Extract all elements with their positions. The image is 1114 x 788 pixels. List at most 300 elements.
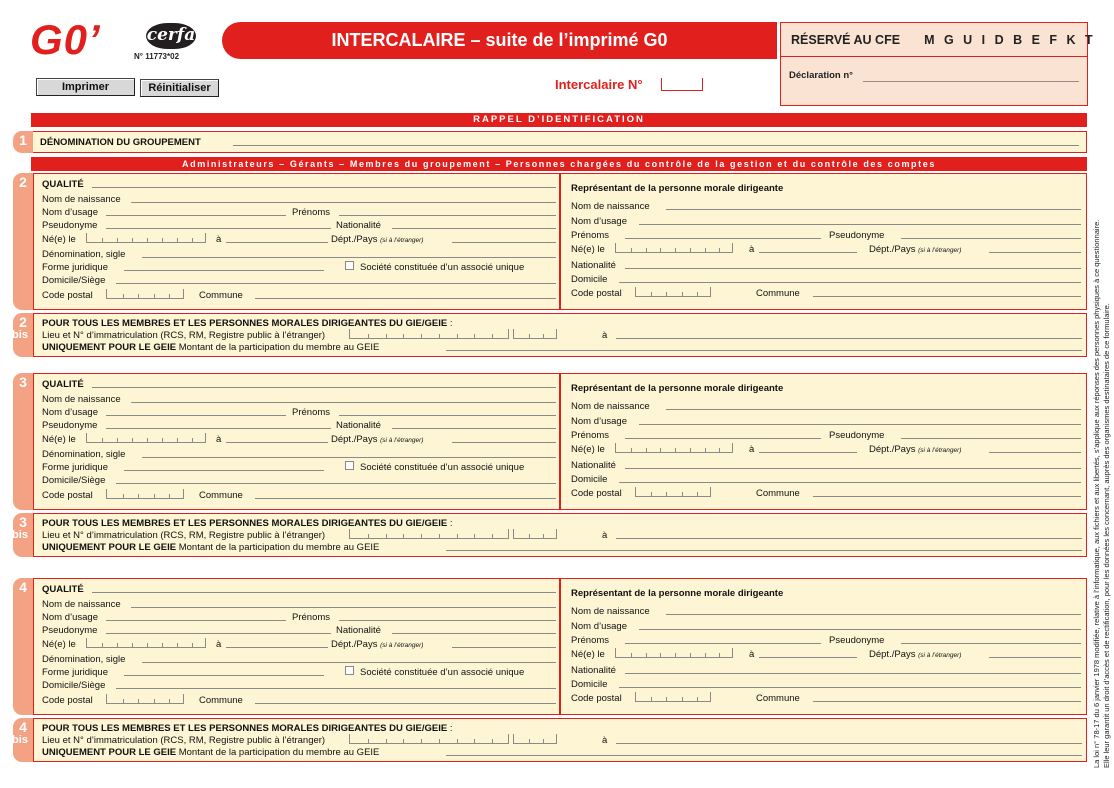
date-digit-boxes[interactable]	[635, 287, 711, 297]
digit-separator	[123, 494, 124, 498]
rep-nationality-field[interactable]	[625, 468, 1081, 469]
single-associate-checkbox[interactable]	[345, 461, 354, 470]
digit-separator	[651, 697, 652, 701]
rep-postal-code-label: Code postal	[571, 288, 622, 299]
digit-separator	[169, 699, 170, 703]
domicile-siege-label: Domicile/Siège	[42, 680, 106, 691]
digit-separator	[368, 334, 369, 338]
rep-domicile-field[interactable]	[619, 482, 1081, 483]
registration-place-field[interactable]	[616, 338, 1082, 339]
rep-commune-label: Commune	[756, 693, 800, 704]
rep-first-names-field[interactable]	[625, 643, 821, 644]
domicile-siege-field[interactable]	[116, 483, 556, 484]
denomination-row	[33, 131, 1087, 153]
rep-usage-name-field[interactable]	[639, 424, 1081, 425]
date-digit-boxes[interactable]	[106, 489, 184, 499]
digit-separator	[132, 238, 133, 242]
representative-panel	[560, 578, 1087, 715]
digit-separator	[474, 534, 475, 538]
bis-title: POUR TOUS LES MEMBRES ET LES PERSONNES MORALES DIRIGEANTES DU GIE/GEIE :	[42, 723, 453, 734]
birth-name-label: Nom de naissance	[42, 394, 121, 405]
digit-separator	[474, 739, 475, 743]
section-bis-tab: 2 bis	[13, 313, 33, 357]
date-digit-boxes[interactable]	[349, 529, 509, 539]
first-names-label: Prénoms	[292, 612, 331, 623]
intercalaire-label: Intercalaire N°	[555, 77, 643, 92]
birth-date-label: Né(e) le	[42, 234, 76, 245]
qualite-label: QUALITÉ	[42, 379, 84, 390]
registration-label: Lieu et N° d’immatriculation (RCS, RM, Registre public à l’étranger)	[42, 530, 326, 541]
rep-pseudonym-label: Pseudonyme	[829, 430, 885, 441]
denomination-sigle-field[interactable]	[142, 662, 556, 663]
denomination-sigle-label: Dénomination, sigle	[42, 249, 126, 260]
digit-separator	[690, 248, 691, 252]
cerfa-number: N° 11773*02	[134, 52, 180, 61]
digit-separator	[697, 292, 698, 296]
registration-place-field[interactable]	[616, 743, 1082, 744]
rep-birth-name-field[interactable]	[666, 209, 1081, 210]
single-associate-label: Société constituée d’un associé unique	[360, 262, 525, 273]
birth-place-label: à	[216, 639, 222, 650]
digit-separator	[492, 334, 493, 338]
digit-separator	[457, 739, 458, 743]
cfe-codes: M G U I D B E F K T	[924, 33, 1096, 47]
rep-birth-name-field[interactable]	[666, 614, 1081, 615]
digit-separator	[386, 334, 387, 338]
digit-separator	[177, 238, 178, 242]
rep-usage-name-field[interactable]	[639, 629, 1081, 630]
digit-separator	[138, 494, 139, 498]
birth-name-field[interactable]	[131, 607, 556, 608]
first-names-field[interactable]	[339, 620, 556, 621]
qualite-field[interactable]	[92, 592, 556, 593]
digit-separator	[439, 334, 440, 338]
domicile-siege-label: Domicile/Siège	[42, 275, 106, 286]
digit-separator	[421, 334, 422, 338]
digit-separator	[403, 739, 404, 743]
rep-commune-label: Commune	[756, 488, 800, 499]
qualite-field[interactable]	[92, 387, 556, 388]
rep-domicile-field[interactable]	[619, 282, 1081, 283]
bis-title: POUR TOUS LES MEMBRES ET LES PERSONNES MORALES DIRIGEANTES DU GIE/GEIE :	[42, 318, 453, 329]
representative-label: Représentant de la personne morale dirigeante	[571, 383, 784, 394]
first-names-field[interactable]	[339, 415, 556, 416]
rep-usage-name-label: Nom d’usage	[571, 216, 627, 227]
denomination-sigle-field[interactable]	[142, 457, 556, 458]
denomination-field[interactable]	[233, 145, 1079, 146]
nationality-label: Nationalité	[336, 220, 381, 231]
birth-place-label: à	[216, 434, 222, 445]
legal-form-label: Forme juridique	[42, 462, 108, 473]
digit-separator	[117, 438, 118, 442]
usage-name-label: Nom d’usage	[42, 612, 98, 623]
digit-separator	[705, 248, 706, 252]
legal-form-field[interactable]	[124, 470, 324, 471]
commune-field[interactable]	[255, 498, 556, 499]
postal-code-label: Code postal	[42, 695, 93, 706]
rep-birth-place-label: à	[749, 244, 755, 255]
rep-domicile-label: Domicile	[571, 679, 608, 690]
rep-usage-name-label: Nom d’usage	[571, 621, 627, 632]
usage-name-field[interactable]	[106, 215, 286, 216]
denomination-sigle-field[interactable]	[142, 257, 556, 258]
digit-separator	[102, 438, 103, 442]
cfe-label: RÉSERVÉ AU CFE	[791, 33, 901, 47]
rep-birth-date-label: Né(e) le	[571, 649, 605, 660]
digit-separator	[543, 334, 544, 338]
birth-name-field[interactable]	[131, 402, 556, 403]
digit-separator	[154, 699, 155, 703]
pseudonym-field[interactable]	[106, 228, 331, 229]
legal-note-line-1: La loi n° 78-17 du 6 janvier 1978 modifiée, relative à l’informatique, aux fichiers et aux libertés, s’applique aux réponses des personnes physiques à ce questionnaire.	[1092, 219, 1101, 768]
rep-nationality-field[interactable]	[625, 268, 1081, 269]
rep-birth-date-label: Né(e) le	[571, 444, 605, 455]
rep-nationality-label: Nationalité	[571, 665, 616, 676]
digit-separator	[529, 534, 530, 538]
single-associate-checkbox[interactable]	[345, 261, 354, 270]
digit-separator	[719, 248, 720, 252]
rep-commune-field[interactable]	[813, 496, 1081, 497]
digit-separator	[492, 739, 493, 743]
rep-birth-place-field[interactable]	[759, 452, 857, 453]
registration-place-label: à	[602, 330, 608, 341]
digit-separator	[646, 653, 647, 657]
rep-nationality-label: Nationalité	[571, 260, 616, 271]
rep-dept-country-label: Dépt./Pays (si à l’étranger)	[869, 649, 962, 660]
digit-separator	[162, 643, 163, 647]
legal-form-field[interactable]	[124, 675, 324, 676]
digit-separator	[147, 643, 148, 647]
rep-pseudonym-field[interactable]	[901, 438, 1081, 439]
digit-separator	[439, 739, 440, 743]
rep-birth-place-label: à	[749, 649, 755, 660]
rep-domicile-field[interactable]	[619, 687, 1081, 688]
digit-separator	[154, 294, 155, 298]
digit-separator	[368, 739, 369, 743]
rep-pseudonym-label: Pseudonyme	[829, 230, 885, 241]
usage-name-field[interactable]	[106, 620, 286, 621]
postal-code-label: Code postal	[42, 490, 93, 501]
date-digit-boxes[interactable]	[615, 243, 733, 253]
rep-nationality-label: Nationalité	[571, 460, 616, 471]
nationality-field[interactable]	[392, 428, 556, 429]
legal-form-field[interactable]	[124, 270, 324, 271]
date-digit-boxes[interactable]	[349, 734, 509, 744]
date-digit-boxes[interactable]	[86, 433, 206, 443]
print-button[interactable]: Imprimer	[36, 78, 135, 96]
digit-separator	[651, 492, 652, 496]
birth-name-field[interactable]	[131, 202, 556, 203]
digit-separator	[421, 534, 422, 538]
birth-date-label: Né(e) le	[42, 639, 76, 650]
digit-separator	[138, 699, 139, 703]
digit-separator	[651, 292, 652, 296]
commune-field[interactable]	[255, 703, 556, 704]
birth-place-field[interactable]	[226, 647, 328, 648]
digit-separator	[682, 697, 683, 701]
representative-panel	[560, 173, 1087, 310]
rep-dept-country-label: Dépt./Pays (si à l’étranger)	[869, 444, 962, 455]
bis-title: POUR TOUS LES MEMBRES ET LES PERSONNES MORALES DIRIGEANTES DU GIE/GEIE :	[42, 518, 453, 529]
digit-separator	[660, 448, 661, 452]
dept-country-label: Dépt./Pays (si à l’étranger)	[331, 434, 424, 445]
section-bis-tab: 3 bis	[13, 513, 33, 557]
section-number-tab: 3	[13, 373, 33, 510]
qualite-label: QUALITÉ	[42, 584, 84, 595]
birth-place-field[interactable]	[226, 442, 328, 443]
representative-label: Représentant de la personne morale dirigeante	[571, 588, 784, 599]
digit-separator	[177, 438, 178, 442]
digit-separator	[492, 534, 493, 538]
declaration-label: Déclaration n°	[789, 70, 853, 81]
rep-dept-country-field[interactable]	[989, 252, 1081, 253]
legal-form-label: Forme juridique	[42, 262, 108, 273]
digit-separator	[543, 739, 544, 743]
nationality-field[interactable]	[392, 633, 556, 634]
first-names-label: Prénoms	[292, 407, 331, 418]
cerfa-logo: cerfa	[146, 23, 196, 49]
rep-commune-field[interactable]	[813, 296, 1081, 297]
birth-place-label: à	[216, 234, 222, 245]
rep-postal-code-label: Code postal	[571, 693, 622, 704]
digit-separator	[192, 643, 193, 647]
digit-separator	[529, 739, 530, 743]
rep-pseudonym-field[interactable]	[901, 238, 1081, 239]
digit-separator	[132, 643, 133, 647]
digit-separator	[675, 448, 676, 452]
rep-first-names-label: Prénoms	[571, 430, 610, 441]
digit-separator	[169, 494, 170, 498]
rep-nationality-field[interactable]	[625, 673, 1081, 674]
denomination-sigle-label: Dénomination, sigle	[42, 449, 126, 460]
date-digit-boxes[interactable]	[615, 648, 733, 658]
commune-label: Commune	[199, 695, 243, 706]
digit-separator	[439, 534, 440, 538]
rep-dept-country-label: Dépt./Pays (si à l’étranger)	[869, 244, 962, 255]
pseudonym-field[interactable]	[106, 428, 331, 429]
dept-country-label: Dépt./Pays (si à l’étranger)	[331, 234, 424, 245]
rep-commune-field[interactable]	[813, 701, 1081, 702]
digit-separator	[646, 448, 647, 452]
dept-country-field[interactable]	[452, 442, 556, 443]
domicile-siege-label: Domicile/Siège	[42, 475, 106, 486]
dept-country-label: Dépt./Pays (si à l’étranger)	[331, 639, 424, 650]
digit-separator	[162, 238, 163, 242]
digit-separator	[177, 643, 178, 647]
declaration-number-field[interactable]	[863, 81, 1079, 82]
section-number-tab: 1	[13, 131, 33, 153]
digit-separator	[169, 294, 170, 298]
denomination-sigle-label: Dénomination, sigle	[42, 654, 126, 665]
digit-separator	[457, 334, 458, 338]
date-digit-boxes[interactable]	[635, 487, 711, 497]
commune-label: Commune	[199, 490, 243, 501]
date-digit-boxes[interactable]	[86, 638, 206, 648]
single-associate-checkbox[interactable]	[345, 666, 354, 675]
digit-separator	[675, 248, 676, 252]
digit-separator	[117, 238, 118, 242]
registration-place-field[interactable]	[616, 538, 1082, 539]
single-associate-label: Société constituée d’un associé unique	[360, 462, 525, 473]
rep-birth-name-label: Nom de naissance	[571, 401, 650, 412]
rep-domicile-label: Domicile	[571, 474, 608, 485]
digit-separator	[719, 653, 720, 657]
date-digit-boxes[interactable]	[513, 529, 557, 539]
digit-separator	[631, 248, 632, 252]
birth-place-field[interactable]	[226, 242, 328, 243]
date-digit-boxes[interactable]	[86, 233, 206, 243]
digit-separator	[147, 238, 148, 242]
date-digit-boxes[interactable]	[106, 694, 184, 704]
member-left-panel	[33, 373, 560, 510]
digit-separator	[675, 653, 676, 657]
legal-form-label: Forme juridique	[42, 667, 108, 678]
first-names-label: Prénoms	[292, 207, 331, 218]
registration-label: Lieu et N° d’immatriculation (RCS, RM, Registre public à l’étranger)	[42, 735, 326, 746]
rep-dept-country-field[interactable]	[989, 452, 1081, 453]
geie-label: UNIQUEMENT POUR LE GEIE Montant de la participation du membre au GEIE	[42, 542, 380, 553]
single-associate-label: Société constituée d’un associé unique	[360, 667, 525, 678]
usage-name-label: Nom d’usage	[42, 407, 98, 418]
date-digit-boxes[interactable]	[513, 734, 557, 744]
digit-separator	[682, 292, 683, 296]
geie-participation-field[interactable]	[446, 550, 1082, 551]
digit-separator	[117, 643, 118, 647]
digit-separator	[102, 238, 103, 242]
rep-usage-name-label: Nom d’usage	[571, 416, 627, 427]
digit-separator	[368, 534, 369, 538]
commune-field[interactable]	[255, 298, 556, 299]
section-number-tab: 4	[13, 578, 33, 715]
identification-band: RAPPEL D’IDENTIFICATION	[31, 113, 1087, 127]
geie-label: UNIQUEMENT POUR LE GEIE Montant de la participation du membre au GEIE	[42, 747, 380, 758]
digit-separator	[719, 448, 720, 452]
date-digit-boxes[interactable]	[349, 329, 509, 339]
domicile-siege-field[interactable]	[116, 688, 556, 689]
date-digit-boxes[interactable]	[635, 692, 711, 702]
registration-label: Lieu et N° d’immatriculation (RCS, RM, Registre public à l’étranger)	[42, 330, 326, 341]
domicile-siege-field[interactable]	[116, 283, 556, 284]
reset-button[interactable]: Réinitialiser	[140, 79, 219, 97]
rep-domicile-label: Domicile	[571, 274, 608, 285]
form-title: INTERCALAIRE – suite de l’imprimé G0	[222, 22, 777, 59]
legal-side-note	[1092, 108, 1114, 768]
digit-separator	[666, 292, 667, 296]
pseudonym-label: Pseudonyme	[42, 220, 98, 231]
pseudonym-label: Pseudonyme	[42, 420, 98, 431]
digit-separator	[697, 492, 698, 496]
geie-label: UNIQUEMENT POUR LE GEIE Montant de la participation du membre au GEIE	[42, 342, 380, 353]
commune-label: Commune	[199, 290, 243, 301]
denomination-label: DÉNOMINATION DU GROUPEMENT	[40, 137, 201, 148]
postal-code-label: Code postal	[42, 290, 93, 301]
digit-separator	[690, 448, 691, 452]
digit-separator	[162, 438, 163, 442]
digit-separator	[123, 699, 124, 703]
date-digit-boxes[interactable]	[513, 329, 557, 339]
representative-panel	[560, 373, 1087, 510]
rep-birth-name-field[interactable]	[666, 409, 1081, 410]
digit-separator	[474, 334, 475, 338]
digit-separator	[682, 492, 683, 496]
dept-country-field[interactable]	[452, 242, 556, 243]
rep-dept-country-field[interactable]	[989, 657, 1081, 658]
birth-name-label: Nom de naissance	[42, 599, 121, 610]
rep-birth-name-label: Nom de naissance	[571, 606, 650, 617]
rep-first-names-label: Prénoms	[571, 230, 610, 241]
digit-separator	[457, 534, 458, 538]
rep-first-names-label: Prénoms	[571, 635, 610, 646]
nationality-label: Nationalité	[336, 625, 381, 636]
representative-label: Représentant de la personne morale dirigeante	[571, 183, 784, 194]
member-left-panel	[33, 578, 560, 715]
rep-birth-name-label: Nom de naissance	[571, 201, 650, 212]
qualite-label: QUALITÉ	[42, 179, 84, 190]
digit-separator	[660, 653, 661, 657]
first-names-field[interactable]	[339, 215, 556, 216]
pseudonym-label: Pseudonyme	[42, 625, 98, 636]
geie-participation-field[interactable]	[446, 350, 1082, 351]
rep-first-names-field[interactable]	[625, 238, 821, 239]
rep-usage-name-field[interactable]	[639, 224, 1081, 225]
digit-separator	[666, 697, 667, 701]
usage-name-field[interactable]	[106, 415, 286, 416]
digit-separator	[154, 494, 155, 498]
digit-separator	[631, 448, 632, 452]
qualite-field[interactable]	[92, 187, 556, 188]
digit-separator	[631, 653, 632, 657]
digit-separator	[132, 438, 133, 442]
rep-birth-place-field[interactable]	[759, 252, 857, 253]
member-left-panel	[33, 173, 560, 310]
digit-separator	[123, 294, 124, 298]
digit-separator	[660, 248, 661, 252]
date-digit-boxes[interactable]	[615, 443, 733, 453]
digit-separator	[403, 334, 404, 338]
rep-pseudonym-field[interactable]	[901, 643, 1081, 644]
rep-first-names-field[interactable]	[625, 438, 821, 439]
digit-separator	[705, 653, 706, 657]
registration-place-label: à	[602, 530, 608, 541]
rep-pseudonym-label: Pseudonyme	[829, 635, 885, 646]
member-bis-panel	[33, 718, 1087, 762]
digit-separator	[386, 739, 387, 743]
rep-birth-place-label: à	[749, 444, 755, 455]
rep-birth-date-label: Né(e) le	[571, 244, 605, 255]
usage-name-label: Nom d’usage	[42, 207, 98, 218]
rep-birth-place-field[interactable]	[759, 657, 857, 658]
rep-commune-label: Commune	[756, 288, 800, 299]
g0-logo: G0’	[30, 16, 101, 63]
digit-separator	[543, 534, 544, 538]
digit-separator	[646, 248, 647, 252]
dept-country-field[interactable]	[452, 647, 556, 648]
birth-name-label: Nom de naissance	[42, 194, 121, 205]
digit-separator	[697, 697, 698, 701]
registration-place-label: à	[602, 735, 608, 746]
geie-participation-field[interactable]	[446, 755, 1082, 756]
birth-date-label: Né(e) le	[42, 434, 76, 445]
date-digit-boxes[interactable]	[106, 289, 184, 299]
pseudonym-field[interactable]	[106, 633, 331, 634]
member-bis-panel	[33, 513, 1087, 557]
nationality-field[interactable]	[392, 228, 556, 229]
digit-separator	[102, 643, 103, 647]
intercalaire-number-field[interactable]	[661, 78, 703, 91]
digit-separator	[666, 492, 667, 496]
digit-separator	[192, 238, 193, 242]
legal-note-line-2: Elle leur garantit un droit d’accès et de rectification, pour les données les concernant, auprès des organismes destinataires de ce formulaire.	[1102, 303, 1111, 768]
